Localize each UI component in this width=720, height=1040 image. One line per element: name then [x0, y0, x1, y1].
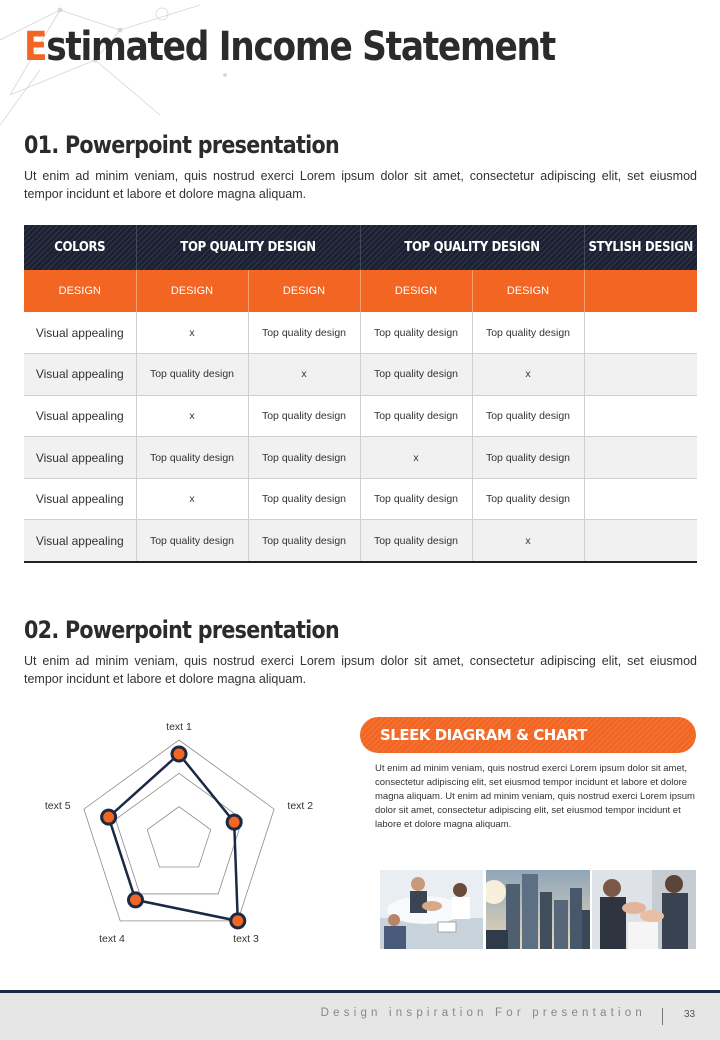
radar-point: [172, 747, 186, 761]
table-row: [24, 437, 697, 479]
sleek-diagram-banner: SLEEK DIAGRAM & CHART: [360, 717, 696, 753]
footer-divider: [662, 1008, 663, 1025]
table-cell: x: [472, 520, 584, 562]
table-cell: x: [360, 437, 472, 479]
title-first-letter: E: [24, 24, 47, 70]
table-cell: x: [472, 354, 584, 396]
table-cell: [584, 520, 697, 562]
radar-grid-ring: [147, 807, 210, 867]
table-cell: [584, 312, 697, 354]
row-label-cell: Visual appealing: [24, 437, 136, 479]
section-2-title: 02. Powerpoint presentation: [24, 616, 340, 644]
subheader-cell: DESIGN: [472, 270, 584, 312]
footer: [0, 990, 720, 1040]
section-1-body: Ut enim ad minim veniam, quis nostrud exerci Lorem ipsum dolor sit amet, consectetur adipiscing elit, set eiusmod tempor incidunt et labore et dolore magna aliquam.: [24, 169, 697, 201]
radar-axis-label: text 5: [44, 799, 71, 812]
footer-text: Design inspiration For presentation: [320, 1007, 646, 1019]
radar-series-line: [109, 754, 238, 921]
radar-axis-label: text 2: [287, 799, 314, 812]
table-cell: [584, 478, 697, 520]
table-cell: Top quality design: [248, 395, 360, 437]
table-cell: Top quality design: [360, 520, 472, 562]
table-subheader-row: [24, 270, 697, 312]
table-row: [24, 395, 697, 437]
table-cell: Top quality design: [360, 395, 472, 437]
table-cell: [584, 354, 697, 396]
table-cell: Top quality design: [248, 312, 360, 354]
table-cell: Top quality design: [136, 520, 248, 562]
table-cell: Top quality design: [472, 437, 584, 479]
table-cell: [584, 395, 697, 437]
subheader-cell: DESIGN: [248, 270, 360, 312]
table-row: [24, 312, 697, 354]
table-cell: Top quality design: [472, 395, 584, 437]
table-header-row: [24, 225, 697, 270]
table-cell: Top quality design: [360, 478, 472, 520]
radar-axis-label: text 1: [166, 721, 192, 733]
table-cell: Top quality design: [472, 312, 584, 354]
subheader-cell: DESIGN: [136, 270, 248, 312]
table-cell: [584, 437, 697, 479]
radar-point: [102, 810, 116, 824]
title-rest: stimated Income Statement: [46, 24, 555, 70]
radar-point: [231, 914, 245, 928]
page-number: 33: [684, 1009, 696, 1020]
table-cell: Top quality design: [248, 478, 360, 520]
row-label-cell: Visual appealing: [24, 312, 136, 354]
row-label-cell: Visual appealing: [24, 478, 136, 520]
header-colors: COLORS: [24, 225, 136, 270]
radar-axis-label: text 4: [99, 933, 125, 946]
table-cell: x: [136, 395, 248, 437]
table-cell: Top quality design: [248, 437, 360, 479]
row-label-cell: Visual appealing: [24, 520, 136, 562]
team-handshake-photo: [380, 870, 483, 949]
table-cell: Top quality design: [360, 312, 472, 354]
radar-point: [227, 815, 241, 829]
table-cell: Top quality design: [136, 437, 248, 479]
table-cell: x: [136, 312, 248, 354]
subheader-cell: DESIGN: [24, 270, 136, 312]
section-2-body: Ut enim ad minim veniam, quis nostrud exerci Lorem ipsum dolor sit amet, consectetur adipiscing elit, set eiusmod tempor incidunt et labore et dolore magna aliquam.: [24, 654, 697, 686]
applause-photo: [592, 870, 696, 949]
section-1-title: 01. Powerpoint presentation: [24, 131, 340, 159]
header-stylish: STYLISH DESIGN: [584, 225, 697, 270]
table-row: [24, 520, 697, 562]
table-row: [24, 478, 697, 520]
radar-grid-ring: [116, 773, 243, 894]
radar-chart: [24, 705, 344, 965]
radar-point: [129, 893, 143, 907]
row-label-cell: Visual appealing: [24, 395, 136, 437]
table-cell: Top quality design: [472, 478, 584, 520]
design-comparison-table: [24, 225, 697, 563]
table-cell: Top quality design: [360, 354, 472, 396]
header-top-quality-2: TOP QUALITY DESIGN: [360, 225, 584, 270]
table-body: [24, 312, 697, 562]
table-cell: x: [248, 354, 360, 396]
header-top-quality-1: TOP QUALITY DESIGN: [136, 225, 360, 270]
radar-axis-label: text 3: [233, 933, 259, 946]
table-cell: x: [136, 478, 248, 520]
subheader-cell: DESIGN: [360, 270, 472, 312]
sleek-diagram-text: Ut enim ad minim veniam, quis nostrud exerci Lorem ipsum dolor sit amet, consectetur adipiscing elit, set eiusmod tempor incidunt et labore et dolore magna aliquam. Ut enim ad minim veniam, quis nostrud exerci Lorem ipsum dolor sit amet, consectetur adipiscing elit, set eiusmod tempor incidunt et labore et dolore magna aliquam.: [375, 763, 695, 830]
subheader-cell: [584, 270, 697, 312]
row-label-cell: Visual appealing: [24, 354, 136, 396]
table-cell: Top quality design: [248, 520, 360, 562]
city-skyscrapers-photo: [486, 870, 590, 949]
table-cell: Top quality design: [136, 354, 248, 396]
page-title: [24, 24, 555, 70]
table-row: [24, 354, 697, 396]
